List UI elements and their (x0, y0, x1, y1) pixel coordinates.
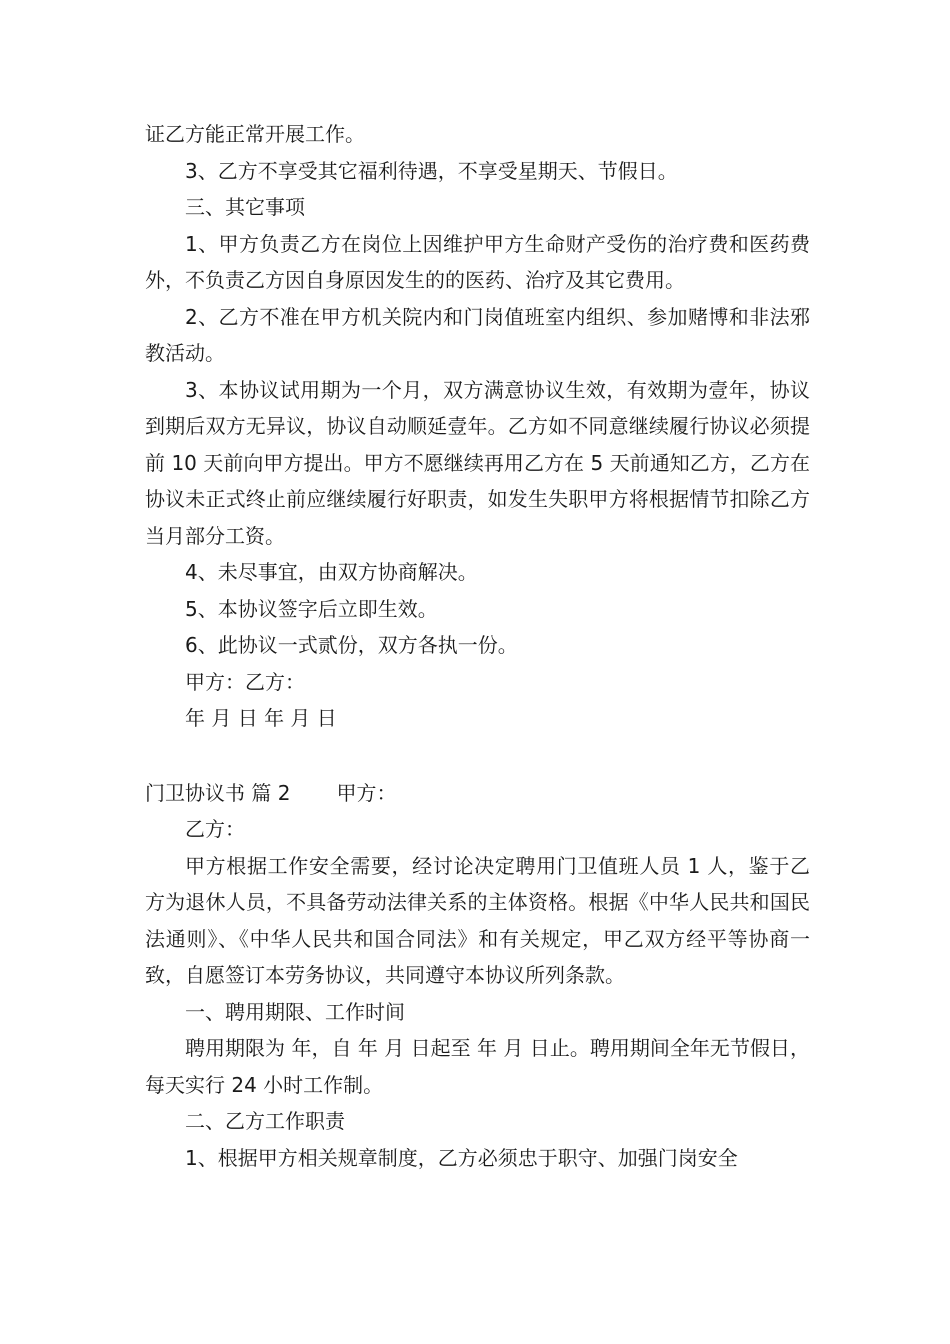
paragraph-item-2: 2、乙方不准在甲方机关院内和门岗值班室内组织、参加赌博和非法邪教活动。 (145, 304, 810, 365)
paragraph-item-1: 1、甲方负责乙方在岗位上因维护甲方生命财产受伤的治疗费和医药费外，不负责乙方因自身原因发生的的医药、治疗及其它费用。 (145, 231, 810, 292)
date-line: 年 月 日 年 月 日 (185, 706, 337, 730)
section-heading-term: 一、聘用期限、工作时间 (185, 999, 405, 1024)
paragraph-continuation: 证乙方能正常开展工作。 (145, 122, 365, 146)
paragraph-item-6: 6、此协议一式贰份，双方各执一份。 (185, 633, 518, 657)
paragraph-duty-1: 1、根据甲方相关规章制度，乙方必须忠于职守、加强门岗安全 (185, 1145, 738, 1170)
party-a-label: 甲方： (336, 780, 397, 805)
paragraph-term: 聘用期限为 年，自 年 月 日起至 年 月 日止。聘用期间全年无节假日，每天实行 24 小时工作制。 (145, 1036, 810, 1097)
paragraph-item-3: 3、本协议试用期为一个月，双方满意协议生效，有效期为壹年，协议到期后双方无异议，协议自动顺延壹年。乙方如不同意继续履行协议必须提前 10 天前向甲方提出。甲方不愿继续再用乙方在 5 天前通知乙方，乙方在协议未正式终止前应继续履行好职责，如发生失职甲方将根据情节扣除乙方当月部分工资。 (145, 377, 810, 548)
section-heading-other-matters: 三、其它事项 (185, 195, 305, 219)
document-body (145, 116, 810, 1176)
paragraph-welfare: 3、乙方不享受其它福利待遇，不享受星期天、节假日。 (185, 158, 678, 183)
paragraph-intro: 甲方根据工作安全需要，经讨论决定聘用门卫值班人员 1 人，鉴于乙方为退休人员，不具备劳动法律关系的主体资格。根据《中华人民共和国民法通则》、《中华人民共和国合同法》和有关规定，甲乙双方经平等协商一致，自愿签订本劳务协议，共同遵守本协议所列条款。 (145, 853, 810, 987)
paragraph-item-4: 4、未尽事宜，由双方协商解决。 (185, 560, 478, 584)
party-b-label: 乙方： (185, 817, 245, 841)
agreement-title-line (145, 775, 810, 812)
section-spacer (145, 737, 810, 775)
signature-line: 甲方：乙方： (185, 669, 305, 694)
agreement-title: 门卫协议书 篇 2 (145, 780, 291, 805)
section-heading-duties: 二、乙方工作职责 (185, 1109, 345, 1133)
paragraph-item-5: 5、本协议签字后立即生效。 (185, 596, 438, 621)
